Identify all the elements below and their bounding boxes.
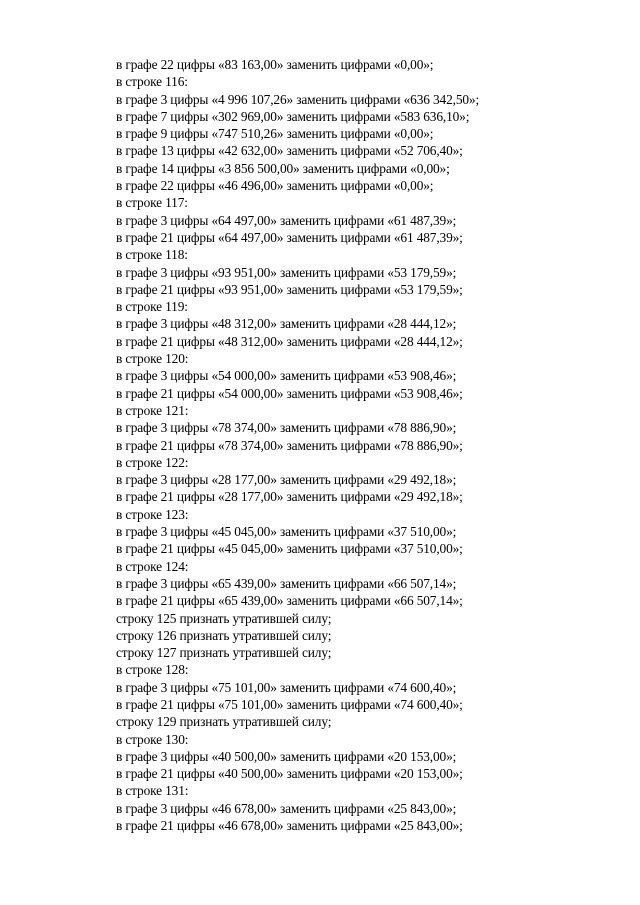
document-line: в строке 124: <box>116 558 189 574</box>
document-line: в графе 3 цифры «54 000,00» заменить цифрами «53 908,46»; <box>116 368 457 384</box>
document-line: в графе 21 цифры «93 951,00» заменить цифрами «53 179,59»; <box>116 281 463 297</box>
document-line: в графе 21 цифры «46 678,00» заменить цифрами «25 843,00»; <box>116 818 463 834</box>
document-line: в графе 3 цифры «65 439,00» заменить цифрами «66 507,14»; <box>116 575 457 591</box>
document-line: в графе 3 цифры «78 374,00» заменить цифрами «78 886,90»; <box>116 420 457 436</box>
document-line: в графе 21 цифры «40 500,00» заменить цифрами «20 153,00»; <box>116 766 463 782</box>
document-line: в графе 3 цифры «45 045,00» заменить цифрами «37 510,00»; <box>116 524 457 540</box>
amendment-text-block <box>116 56 596 834</box>
document-line: строку 125 признать утратившей силу; <box>116 610 332 626</box>
document-line: в графе 3 цифры «40 500,00» заменить цифрами «20 153,00»; <box>116 748 457 764</box>
document-line: строку 126 признать утратившей силу; <box>116 627 332 643</box>
document-line: в графе 21 цифры «45 045,00» заменить цифрами «37 510,00»; <box>116 541 463 557</box>
document-line: в строке 116: <box>116 74 188 90</box>
document-line: в графе 9 цифры «747 510,26» заменить цифрами «0,00»; <box>116 126 434 142</box>
document-line: в строке 123: <box>116 506 189 522</box>
document-line: в графе 3 цифры «93 951,00» заменить цифрами «53 179,59»; <box>116 264 457 280</box>
document-line: в строке 122: <box>116 454 189 470</box>
document-line: в графе 3 цифры «75 101,00» заменить цифрами «74 600,40»; <box>116 679 457 695</box>
document-line: в графе 3 цифры «64 497,00» заменить цифрами «61 487,39»; <box>116 212 457 228</box>
document-line: в графе 13 цифры «42 632,00» заменить цифрами «52 706,40»; <box>116 143 463 159</box>
document-line: в строке 119: <box>116 299 188 315</box>
document-line: строку 127 признать утратившей силу; <box>116 645 332 661</box>
document-line: в графе 22 цифры «83 163,00» заменить цифрами «0,00»; <box>116 57 434 72</box>
document-line: в графе 22 цифры «46 496,00» заменить цифрами «0,00»; <box>116 178 434 194</box>
document-line: в графе 21 цифры «48 312,00» заменить цифрами «28 444,12»; <box>116 333 463 349</box>
document-line: в строке 117: <box>116 195 188 211</box>
document-line: в строке 128: <box>116 662 189 678</box>
document-line: в графе 3 цифры «4 996 107,26» заменить цифрами «636 342,50»; <box>116 91 480 107</box>
document-line: в графе 14 цифры «3 856 500,00» заменить цифрами «0,00»; <box>116 160 450 176</box>
document-line: в графе 21 цифры «65 439,00» заменить цифрами «66 507,14»; <box>116 593 463 609</box>
document-line: в графе 3 цифры «28 177,00» заменить цифрами «29 492,18»; <box>116 472 457 488</box>
document-line: в строке 130: <box>116 731 189 747</box>
document-line: в строке 120: <box>116 351 189 367</box>
document-line: в графе 21 цифры «28 177,00» заменить цифрами «29 492,18»; <box>116 489 463 505</box>
document-line: в строке 121: <box>116 402 189 418</box>
document-line: в графе 21 цифры «75 101,00» заменить цифрами «74 600,40»; <box>116 696 463 712</box>
document-line: в графе 21 цифры «64 497,00» заменить цифрами «61 487,39»; <box>116 229 463 245</box>
document-line: в графе 21 цифры «54 000,00» заменить цифрами «53 908,46»; <box>116 385 463 401</box>
document-line: в графе 21 цифры «78 374,00» заменить цифрами «78 886,90»; <box>116 437 463 453</box>
document-line: в графе 3 цифры «46 678,00» заменить цифрами «25 843,00»; <box>116 800 457 816</box>
document-line: в строке 118: <box>116 247 188 263</box>
document-line: строку 129 признать утратившей силу; <box>116 714 332 730</box>
document-line: в графе 7 цифры «302 969,00» заменить цифрами «583 636,10»; <box>116 108 470 124</box>
document-line: в графе 3 цифры «48 312,00» заменить цифрами «28 444,12»; <box>116 316 457 332</box>
document-line: в строке 131: <box>116 783 189 799</box>
